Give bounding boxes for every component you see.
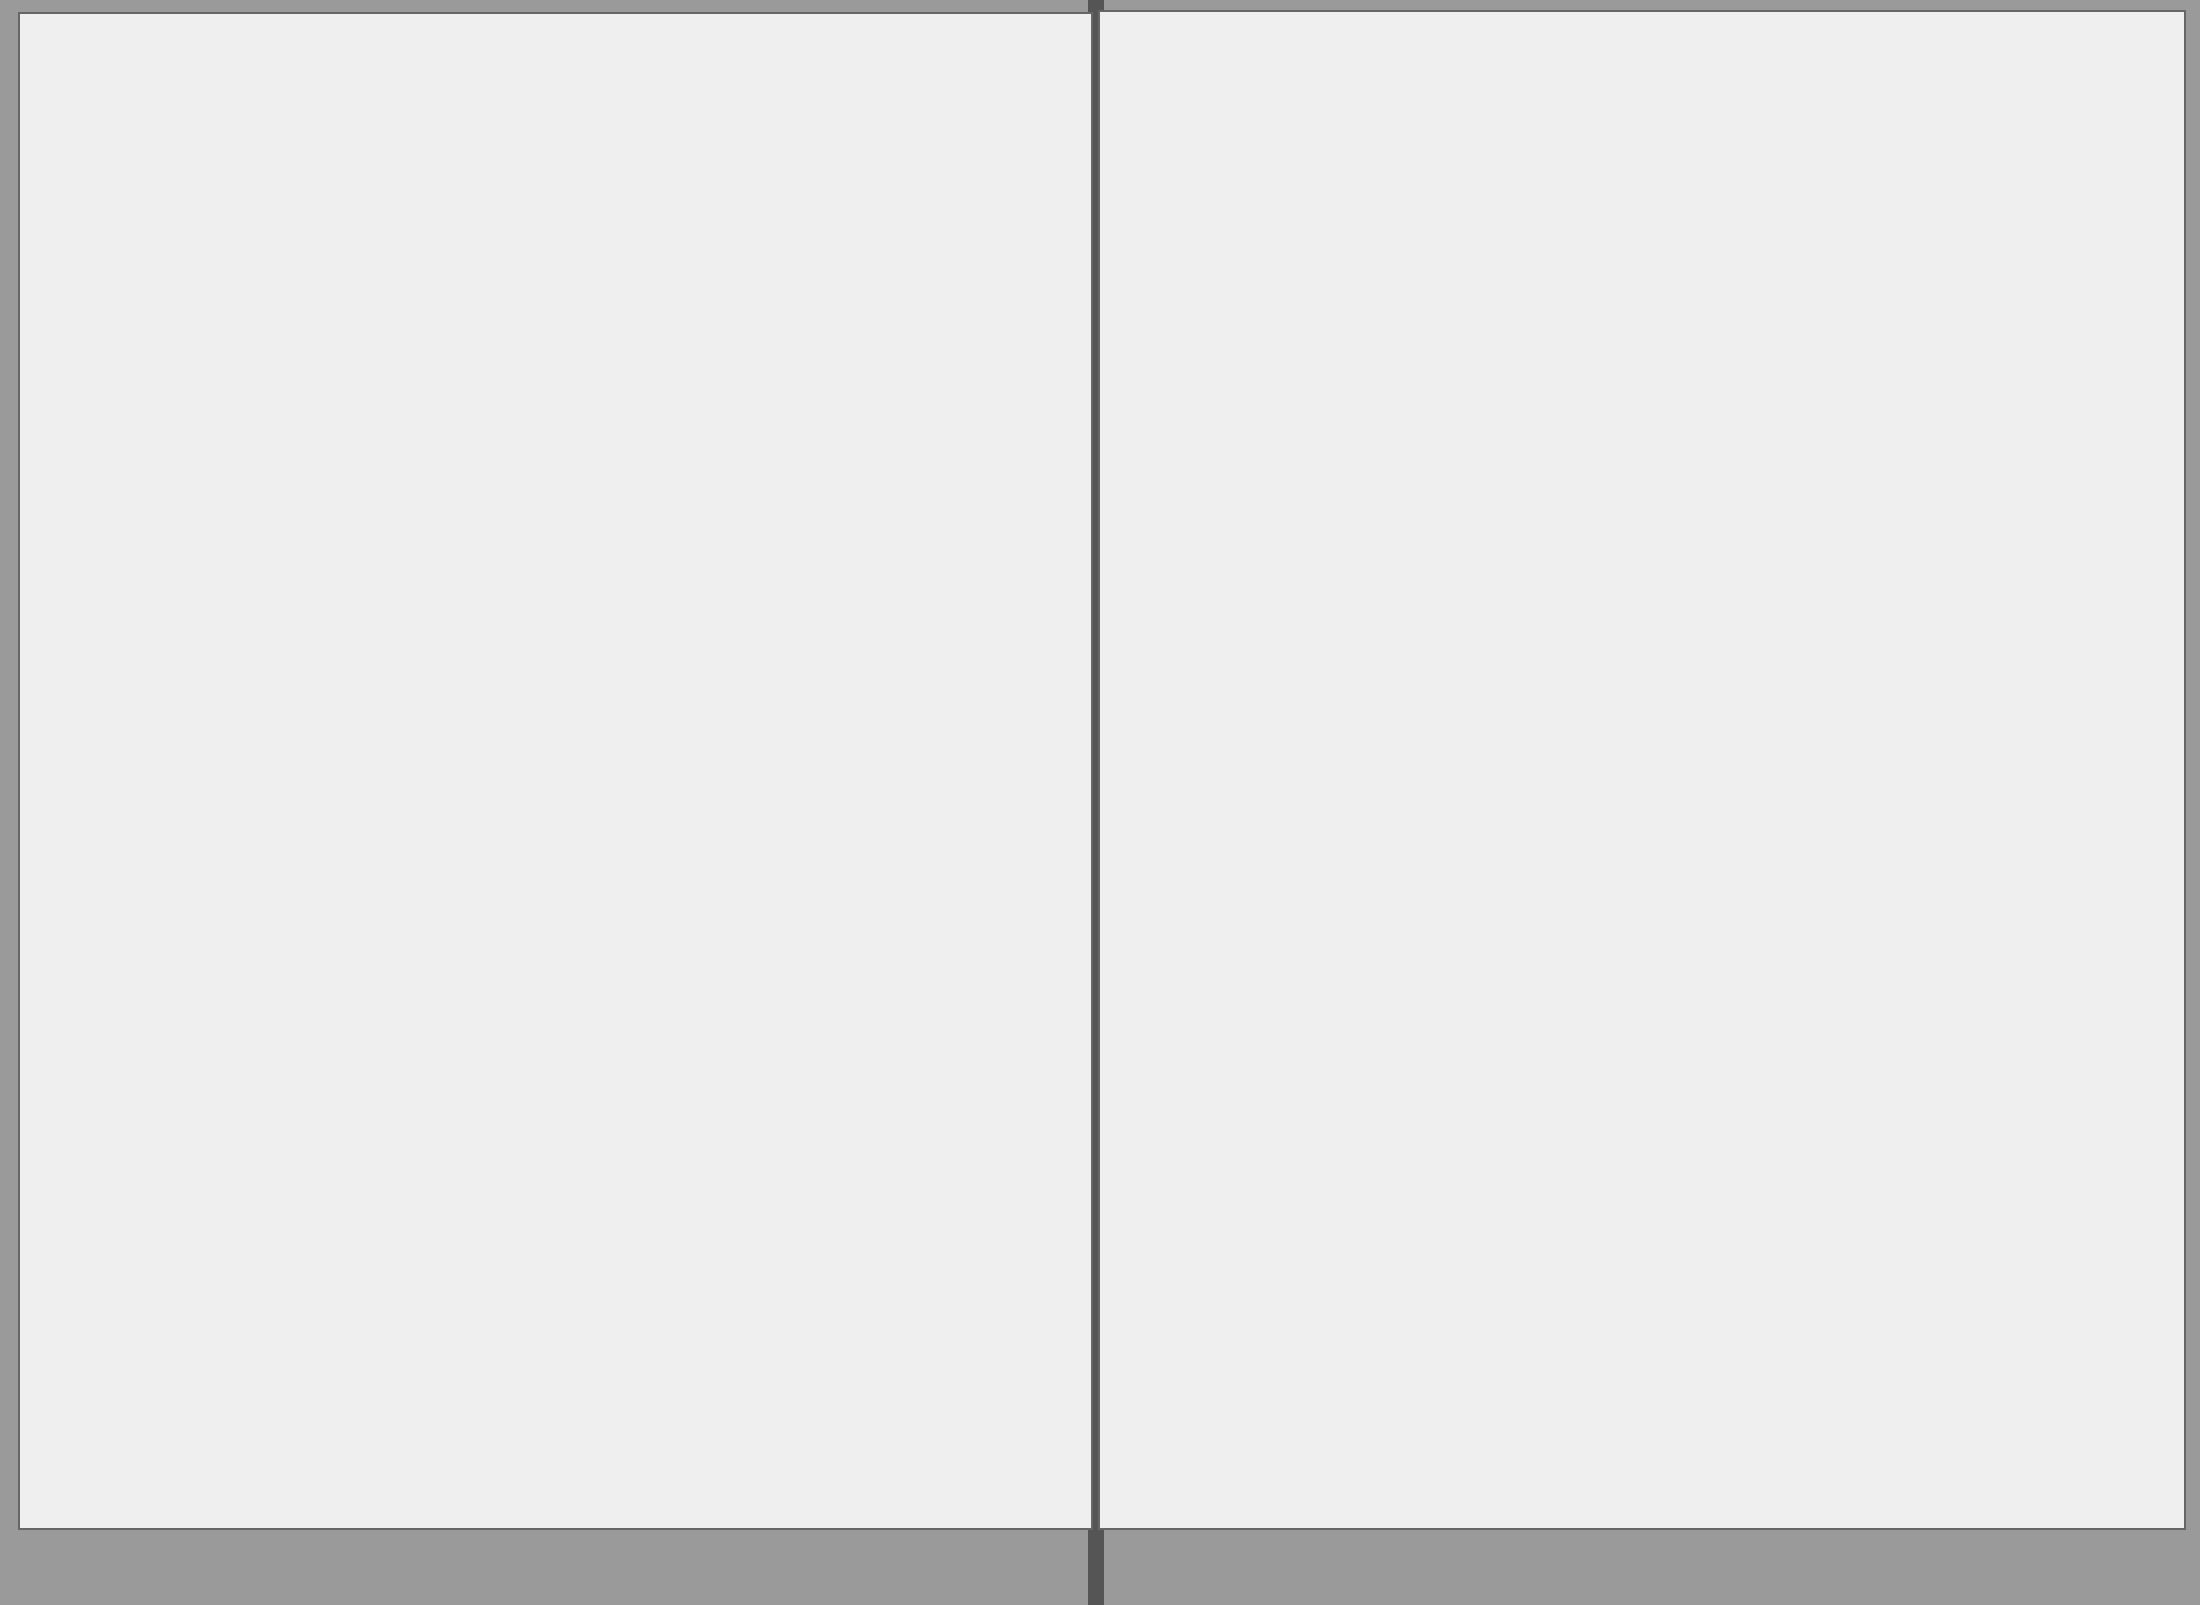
right-ruled-grid	[1098, 10, 2186, 1530]
left-page	[18, 12, 1093, 1530]
left-ruled-grid	[18, 12, 1093, 1530]
right-page	[1098, 10, 2186, 1530]
